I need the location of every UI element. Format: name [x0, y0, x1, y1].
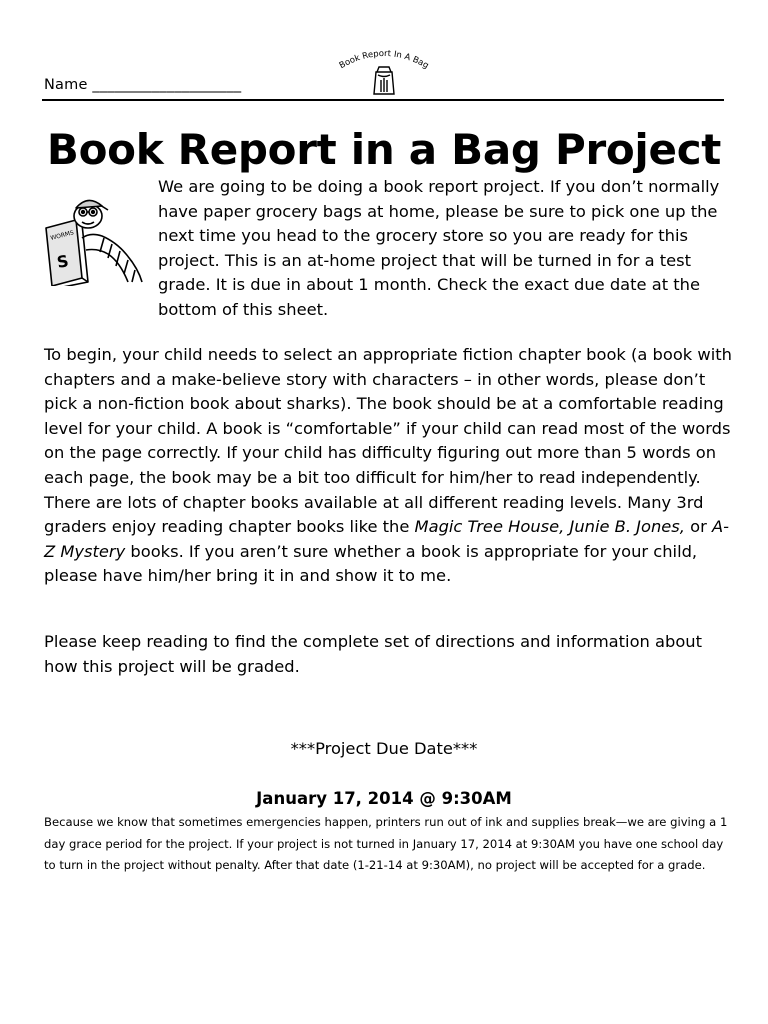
page-title: Book Report in a Bag Project — [46, 125, 722, 174]
due-date-heading: ***Project Due Date*** — [290, 739, 478, 758]
keep-reading-paragraph: Please keep reading to find the complete set of directions and information about how this project will be graded. — [44, 632, 702, 676]
instructions-paragraph — [44, 343, 734, 589]
book-report-bag-logo — [334, 42, 434, 98]
bookworm-reading-illustration — [42, 194, 150, 286]
intro-paragraph: We are going to be doing a book report project. If you don’t normally have paper grocery bags at home, please be sure to pick one up the next time you head to the grocery store so you are ready for this project. This is an at-home project that will be turned in for a test grade. It is due in about 1 month. Check the exact due date at the bottom of this sheet. — [158, 177, 720, 319]
book-examples-italic: Magic Tree House, Junie B. Jones, — [414, 517, 685, 537]
worm-book-letter: S — [55, 251, 71, 272]
book-example-az-italic: A-Z Mystery — [44, 517, 729, 561]
paper-bag-icon — [374, 67, 394, 94]
header-divider — [42, 99, 724, 101]
worm-book-label: WORMS — [49, 229, 75, 242]
logo-text: Book Report In A Bag — [337, 48, 431, 72]
name-field-label: Name ____________________ — [44, 77, 242, 93]
instructions-text-1: To begin, your child needs to select an appropriate fiction chapter book (a book with chapters and a make-believe story with characters – in other words, please don’t pick a non-fiction book about sharks). The book should be at a comfortable reading level for your child. A book is “comfortable” if your child can read most of the words on the page correctly. If your child has difficulty figuring out more than 5 words on each page, the book may be a bit too difficult for him/her to read independently. There are lots of chapter books available at all different reading levels. Many 3rd graders enjoy reading chapter books like the — [44, 345, 732, 537]
instructions-text-3: books. If you aren’t sure whether a book is appropriate for your child, please have him/her bring it in and show it to me. — [44, 541, 698, 586]
due-date-value: January 17, 2014 @ 9:30AM — [256, 789, 512, 808]
grace-period-note: Because we know that sometimes emergencies happen, printers run out of ink and supplies break—we are giving a 1 day grace period for the project. If your project is not turned in January 17, 2014 at 9:30AM you have one school day to turn in the project without penalty. After that date (1-21-14 at 9:30AM), no project will be accepted for a grade. — [44, 815, 728, 872]
instructions-text-2: or — [684, 517, 712, 537]
svg-text:Book Report In A Bag — [338, 49, 431, 71]
